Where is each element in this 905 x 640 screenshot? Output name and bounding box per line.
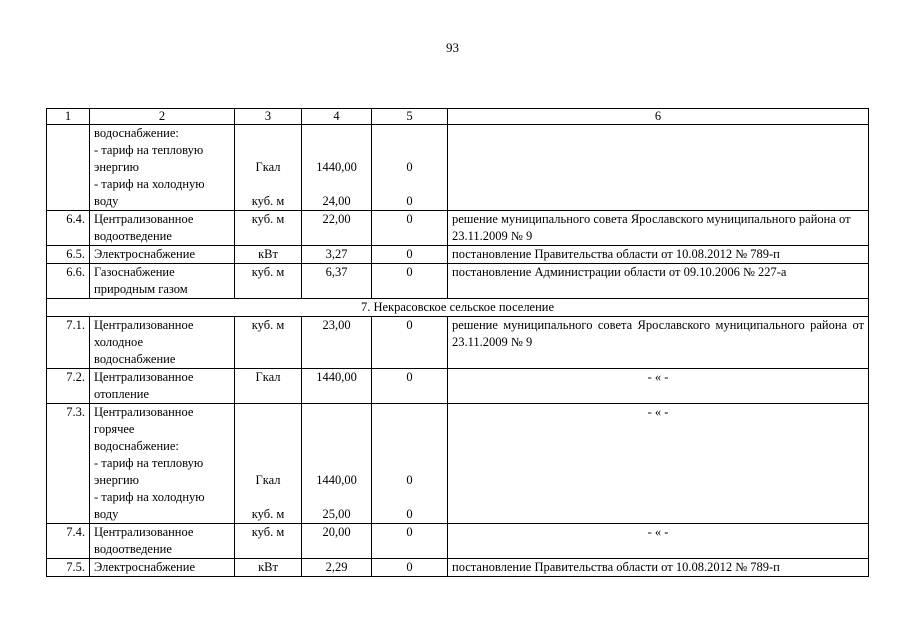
zero-line: 0 — [406, 265, 413, 279]
value-line — [306, 404, 367, 421]
unit-line — [239, 489, 297, 506]
document-reference: - « - — [448, 404, 869, 524]
table-row — [47, 524, 869, 559]
service-name-line: водоотведение — [94, 542, 172, 556]
service-name-line: - тариф на холодную — [94, 490, 205, 504]
table-row — [47, 404, 869, 524]
document-reference: решение муниципального совета Ярославского муниципального района от 23.11.2009 № 9 — [448, 211, 869, 246]
zero-cell — [372, 524, 448, 559]
zero-line: 0 — [406, 525, 413, 539]
column-number: 3 — [235, 109, 302, 125]
value-line — [306, 455, 367, 472]
table-row — [47, 211, 869, 246]
tariff-table — [46, 108, 869, 577]
document-reference — [448, 125, 869, 211]
value-line: 1440,00 — [316, 473, 357, 487]
service-name — [90, 246, 235, 264]
table-row — [47, 369, 869, 404]
row-number: 6.5. — [47, 246, 90, 264]
row-number: 7.2. — [47, 369, 90, 404]
value-line: 23,00 — [322, 318, 351, 332]
service-name — [90, 211, 235, 246]
unit-cell — [235, 125, 302, 211]
unit-line: Гкал — [255, 160, 281, 174]
zero-line: 0 — [406, 370, 413, 384]
service-name-line: - тариф на тепловую — [94, 143, 204, 157]
column-number: 5 — [372, 109, 448, 125]
zero-line: 0 — [406, 318, 413, 332]
unit-line: куб. м — [251, 525, 285, 539]
document-reference: решение муниципального совета Ярославского муниципального района от 23.11.2009 № 9 — [448, 317, 869, 369]
document-reference: - « - — [448, 369, 869, 404]
service-name-line: отопление — [94, 387, 150, 401]
unit-line: куб. м — [251, 194, 285, 208]
service-name — [90, 125, 235, 211]
zero-cell — [372, 317, 448, 369]
zero-line: 0 — [406, 507, 413, 521]
service-name-line: Централизованное — [94, 370, 194, 384]
value-cell — [302, 369, 372, 404]
column-number: 1 — [47, 109, 90, 125]
zero-line: 0 — [406, 560, 413, 574]
value-line: 3,27 — [325, 247, 348, 261]
service-name — [90, 317, 235, 369]
row-number: 7.3. — [47, 404, 90, 524]
zero-cell — [372, 559, 448, 577]
unit-cell — [235, 264, 302, 299]
unit-cell — [235, 211, 302, 246]
column-number: 4 — [302, 109, 372, 125]
row-number: 7.1. — [47, 317, 90, 369]
column-number-row — [47, 109, 869, 125]
service-name-line: - тариф на тепловую — [94, 456, 204, 470]
section-row — [47, 299, 869, 317]
zero-line: 0 — [406, 247, 413, 261]
value-cell — [302, 264, 372, 299]
section-title: 7. Некрасовское сельское поселение — [47, 299, 869, 317]
unit-line: куб. м — [251, 212, 285, 226]
service-name — [90, 404, 235, 524]
row-number: 6.6. — [47, 264, 90, 299]
row-number — [47, 125, 90, 211]
value-line — [306, 142, 367, 159]
service-name — [90, 524, 235, 559]
service-name-line: Централизованное — [94, 405, 194, 419]
row-number: 7.4. — [47, 524, 90, 559]
unit-line: Гкал — [255, 473, 281, 487]
service-name-line: - тариф на холодную — [94, 177, 205, 191]
value-cell — [302, 559, 372, 577]
unit-cell — [235, 246, 302, 264]
unit-line: кВт — [258, 560, 278, 574]
column-number: 2 — [90, 109, 235, 125]
unit-line: куб. м — [251, 318, 285, 332]
value-line: 24,00 — [322, 194, 351, 208]
value-cell — [302, 211, 372, 246]
service-name-line: природным газом — [94, 282, 188, 296]
value-line: 22,00 — [322, 212, 351, 226]
zero-line: 0 — [406, 212, 413, 226]
document-reference: постановление Администрации области от 09.10.2006 № 227-а — [448, 264, 869, 299]
unit-line: куб. м — [251, 507, 285, 521]
service-name — [90, 559, 235, 577]
zero-line — [376, 142, 443, 159]
service-name-line: водоотведение — [94, 229, 172, 243]
service-name-line: Электроснабжение — [94, 247, 195, 261]
service-name — [90, 264, 235, 299]
value-cell — [302, 404, 372, 524]
zero-line: 0 — [406, 194, 413, 208]
table-row — [47, 264, 869, 299]
unit-line — [239, 404, 297, 421]
unit-cell — [235, 559, 302, 577]
table-row — [47, 125, 869, 211]
value-cell — [302, 317, 372, 369]
value-line — [306, 421, 367, 438]
service-name-line: водоснабжение: — [94, 126, 179, 140]
zero-cell — [372, 404, 448, 524]
service-name-line: холодное — [94, 335, 143, 349]
service-name-line: Централизованное — [94, 318, 194, 332]
page-number: 93 — [446, 40, 459, 55]
unit-cell — [235, 524, 302, 559]
document-reference: постановление Правительства области от 10.08.2012 № 789-п — [448, 559, 869, 577]
document-reference: - « - — [448, 524, 869, 559]
document-reference: постановление Правительства области от 10.08.2012 № 789-п — [448, 246, 869, 264]
zero-line — [376, 421, 443, 438]
service-name-line: Газоснабжение — [94, 265, 175, 279]
zero-line — [376, 489, 443, 506]
zero-cell — [372, 264, 448, 299]
table-row — [47, 317, 869, 369]
zero-line — [376, 176, 443, 193]
service-name-line: Электроснабжение — [94, 560, 195, 574]
unit-cell — [235, 404, 302, 524]
unit-line: Гкал — [255, 370, 281, 384]
value-line — [306, 438, 367, 455]
unit-line: кВт — [258, 247, 278, 261]
zero-cell — [372, 369, 448, 404]
table-row — [47, 246, 869, 264]
value-cell — [302, 246, 372, 264]
value-line: 25,00 — [322, 507, 351, 521]
value-line: 1440,00 — [316, 160, 357, 174]
service-name — [90, 369, 235, 404]
value-line: 6,37 — [325, 265, 348, 279]
service-name-line: горячее — [94, 422, 135, 436]
unit-line — [239, 125, 297, 142]
unit-cell — [235, 369, 302, 404]
value-line — [306, 176, 367, 193]
unit-line — [239, 455, 297, 472]
unit-line — [239, 438, 297, 455]
service-name-line: воду — [94, 194, 119, 208]
zero-cell — [372, 211, 448, 246]
zero-line — [376, 125, 443, 142]
table-row — [47, 559, 869, 577]
zero-line: 0 — [406, 160, 413, 174]
value-line: 2,29 — [325, 560, 348, 574]
unit-line — [239, 176, 297, 193]
value-line — [306, 125, 367, 142]
row-number: 6.4. — [47, 211, 90, 246]
zero-line: 0 — [406, 473, 413, 487]
value-cell — [302, 125, 372, 211]
service-name-line: Централизованное — [94, 525, 194, 539]
row-number: 7.5. — [47, 559, 90, 577]
table-body — [47, 109, 869, 577]
zero-line — [376, 455, 443, 472]
column-number: 6 — [448, 109, 869, 125]
value-line — [306, 489, 367, 506]
value-line: 20,00 — [322, 525, 351, 539]
service-name-line: Централизованное — [94, 212, 194, 226]
service-name-line: воду — [94, 507, 119, 521]
unit-line — [239, 421, 297, 438]
unit-line: куб. м — [251, 265, 285, 279]
zero-line — [376, 404, 443, 421]
unit-line — [239, 142, 297, 159]
zero-line — [376, 438, 443, 455]
service-name-line: энергию — [94, 160, 140, 174]
value-line: 1440,00 — [316, 370, 357, 384]
service-name-line: водоснабжение — [94, 352, 176, 366]
zero-cell — [372, 125, 448, 211]
unit-cell — [235, 317, 302, 369]
service-name-line: водоснабжение: — [94, 439, 179, 453]
zero-cell — [372, 246, 448, 264]
service-name-line: энергию — [94, 473, 140, 487]
value-cell — [302, 524, 372, 559]
